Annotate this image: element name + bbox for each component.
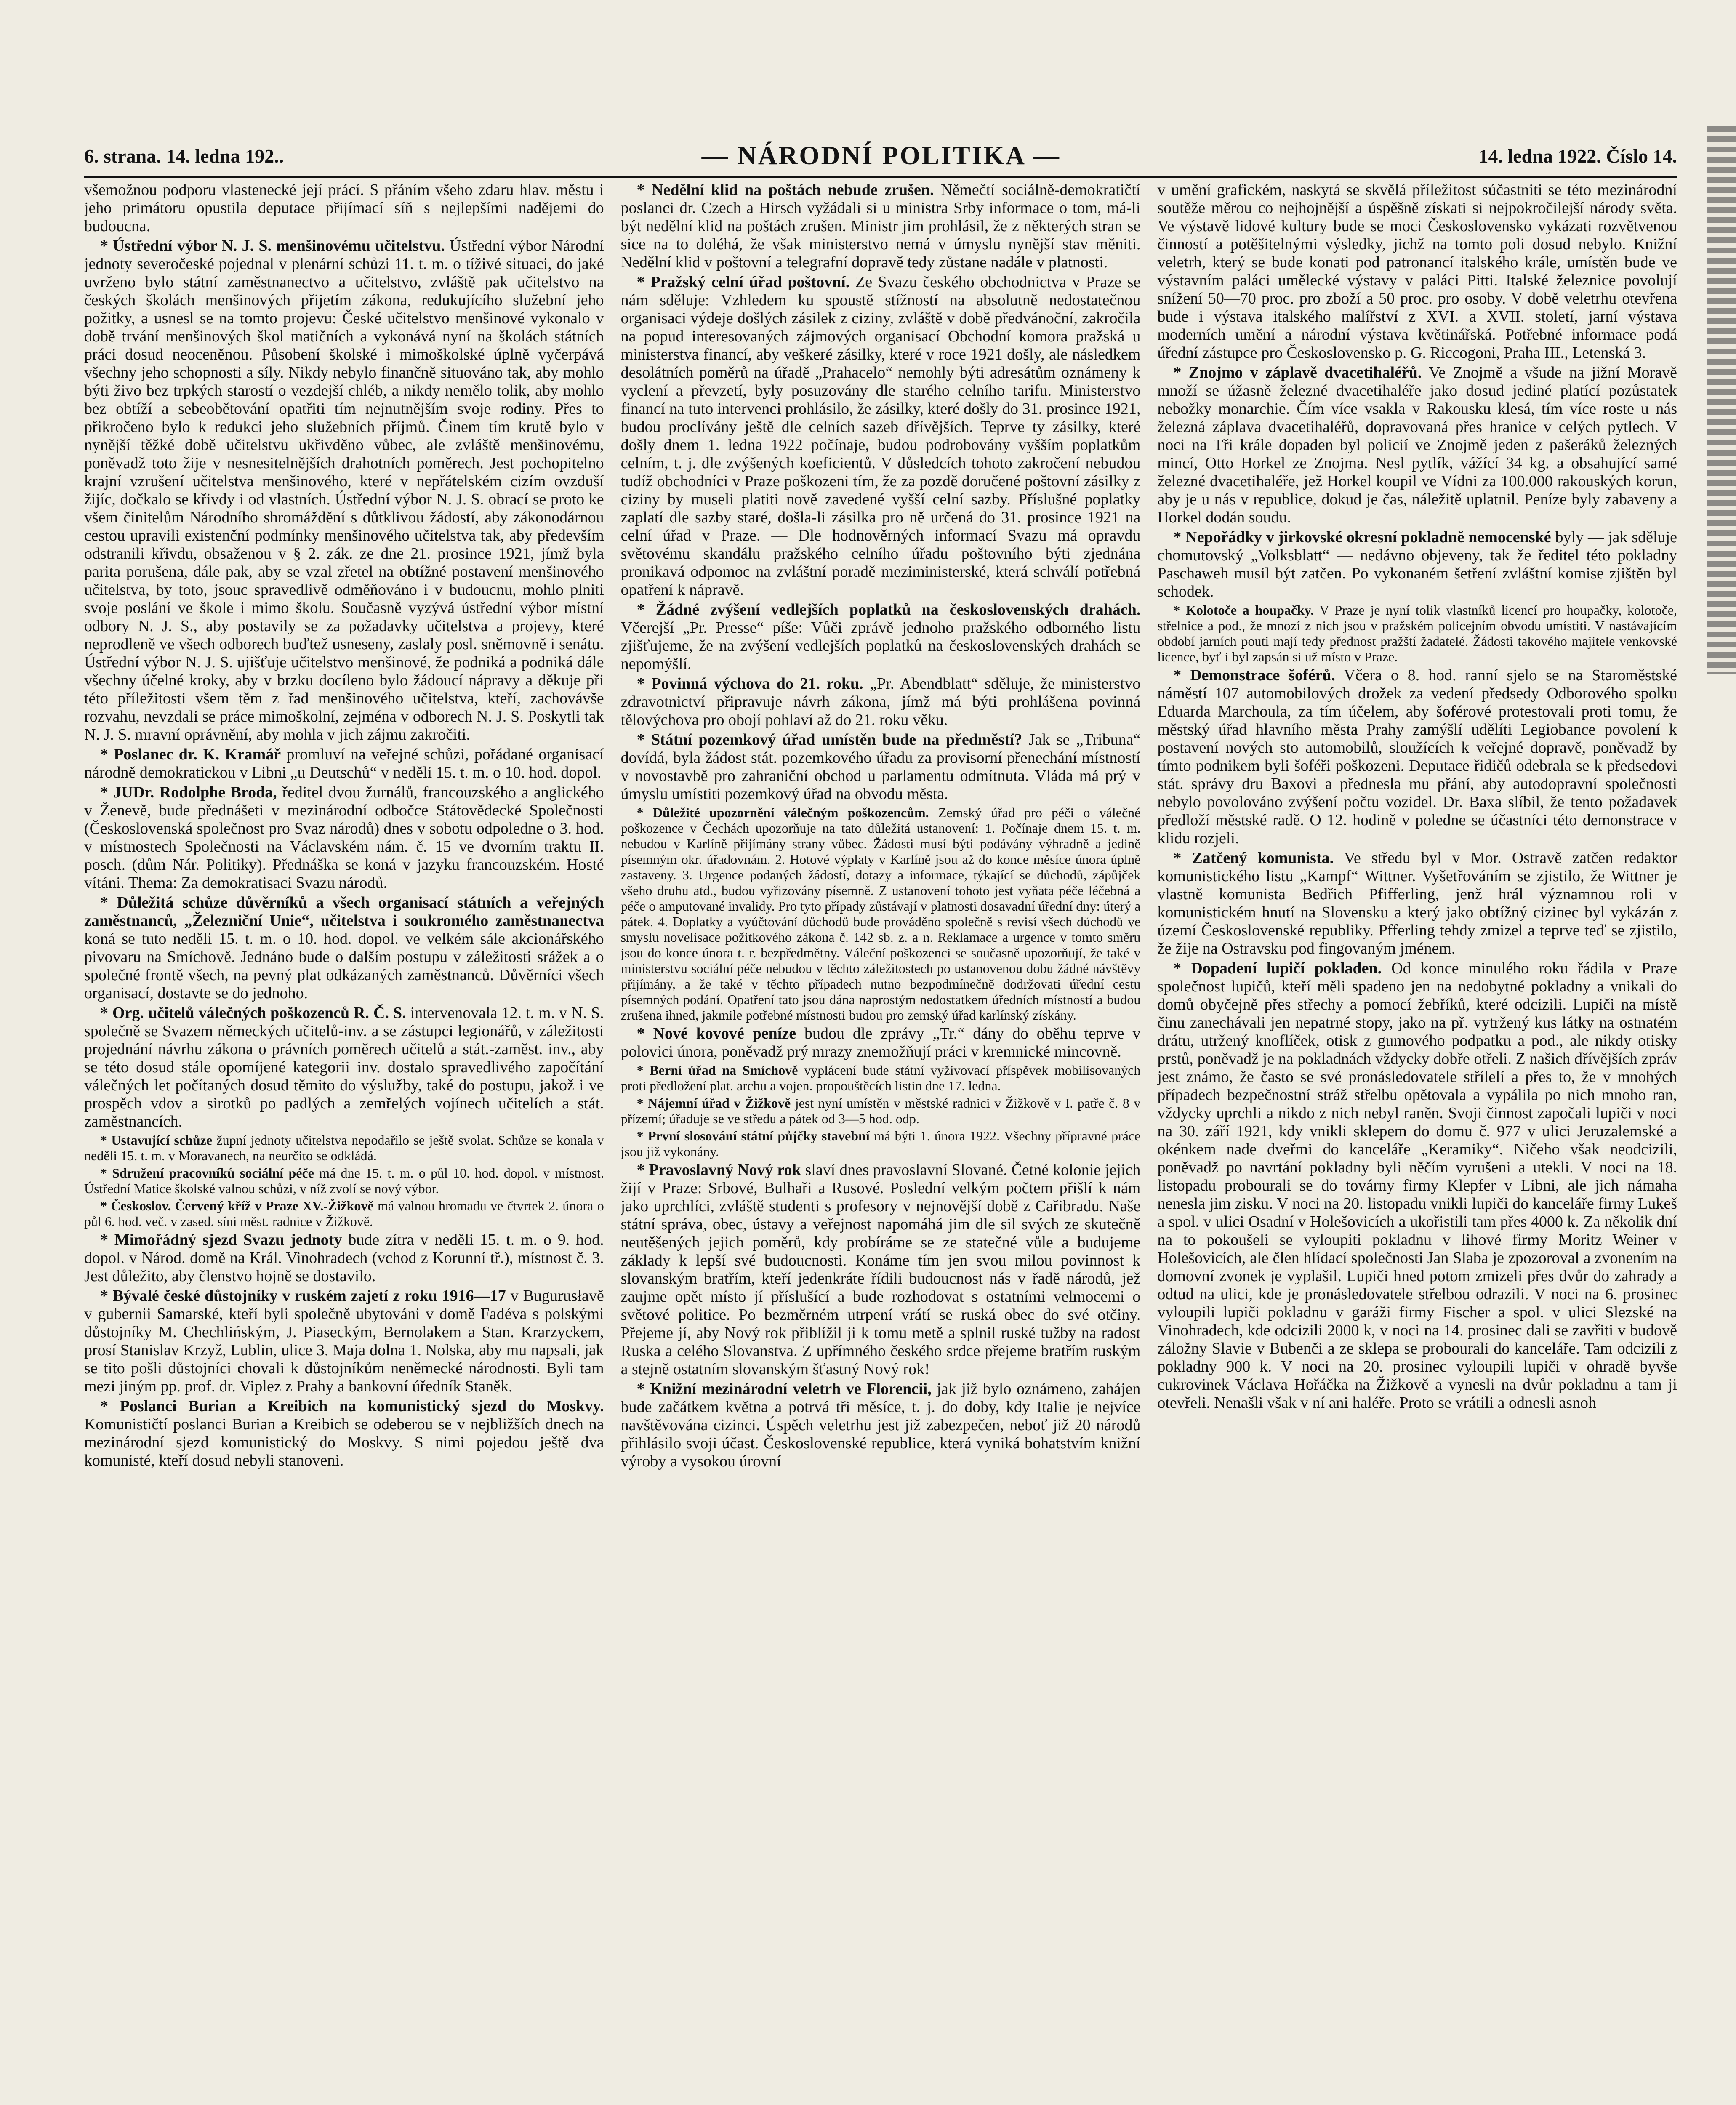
article-headline: * Ústřední výbor N. J. S. menšinovému učitelstvu. [100,237,445,255]
article-body: koná se tuto neděli 15. t. m. o 10. hod. dopol. ve velkém sále akcionářského pivovaru na Smíchově. Jednáno bude o dalším postupu v záležitosti srážek a o společné frontě všech, na pevný plat odkázaných zaměstnanců. Důvěrníci všech organisací, dostavte se do jednoho. [84,930,604,1002]
article-paragraph [84,181,604,235]
article-paragraph [84,1165,604,1196]
article-headline: * Povinná výchova do 21. roku. [636,675,863,693]
article-body: jest nyní umístěn v městské radnici v Žižkově v I. patře č. 8 v přízemí; úřaduje se ve středu a pátek od 3—5 hod. odp. [620,1095,1141,1126]
article-body: V Praze je nyní tolik vlastníků licencí pro houpačky, kolotoče, střelnice a pod., že mnozí z nich jsou v pražském policejním obvodu umístiti. V nastávajícím období jarních pouti mají tedy přednost pražští žadatelé. Žádosti takového majitele venkovské licence, byť i byl zapsán si už místo v Praze. [1157,602,1677,664]
article-paragraph [1157,602,1677,665]
article-body: má býti 1. února 1922. Všechny přípravné práce jsou již vykonány. [620,1128,1141,1159]
article-body: budou dle zprávy „Tr.“ dány do oběhu teprve v polovici února, poněvadž prý mrazy znemožňují práci v kremnické mincovně. [620,1025,1141,1060]
article-paragraph [621,805,1141,1023]
article-body: má valnou hromadu ve čtvrtek 2. února o půl 6. hod. več. v zased. síni měst. radnice v Žižkově. [84,1198,604,1229]
article-headline: * Nedělní klid na poštách nebude zrušen. [636,181,934,199]
article-paragraph [1157,849,1677,958]
article-paragraph [1157,666,1677,847]
article-body: jak již bylo oznámeno, zahájen bude začátkem května a potrvá tři měsíce, t. j. do doby, kdy Italie je nejvíce navštěvována cizinci. Úspěch veletrhu jest již zabezpečen, neboť již 20 národů přihlásilo svoji účast. Československé republice, která vyniká bohatstvím knižní výroby a vysokou úrovní [620,1380,1141,1470]
article-body: „Pr. Abendblatt“ sděluje, že ministerstvo zdravotnictví připravuje návrh zákona, jímž má býti prohlášena povinná tělovýchova pro obojí pohlaví až do 21. roku věku. [620,675,1141,729]
article-body: slaví dnes pravoslavní Slované. Četné kolonie jejich žijí v Praze: Srbové, Bulhaři a Rusové. Poslední velkým počtem přišlí k nám jako uprchlíci, zvláště studenti s profesory v nejnovější době z Cařibradu. Naše státní správa, obec, ústavy a veřejnost napomáhá jim dle sil svých ze skutečně neutěšených jejich poměrů, kdy probíráme se ze statečné vůle a budujeme základy k lepší své budoucnosti. Konáme tím jen svou milou povinnost k slovanským bratřím, kteří jedenkráte řídili budoucnost nás v řadě národů, jež zaujme opět místo jí příslušící a bude rozhodovat s ostatními velmocemi o světové politice. Po bezměrném utrpení vrátí se ruská obec do své otčiny. Přejeme jí, aby Nový rok přiblížil ji k tomu metě a splnil ruské tužby na radost Ruska a celého Slovanstva. Z upřímného českého srdce přejeme bratřím ruským a stejně ostatním slovanským šťastný Nový rok! [620,1161,1141,1378]
article-paragraph [84,1287,604,1396]
article-body: vyplácení bude státní vyživovací příspěvek mobilisovaných proti předložení plat. archu a vojen. propouštěcích listin dne 17. ledna. [620,1063,1141,1093]
article-body: byly — jak sděluje chomutovský „Volksblatt“ — nedávno objeveny, tak že ředitel této pokladny Paschaweh musil být zatčen. Po vykonaném šetření zvláštní komise zjištěn byl schodek. [1157,528,1677,600]
article-paragraph [621,1161,1141,1378]
article-body: intervenovala 12. t. m. v N. S. společně se Svazem německých učitelů-inv. a se zástupci legionářů, v záležitosti projednání návrhu zákona o právních poměrech učitelů a stát.-zaměst. inv., aby se této dosud stále opomíjené kategorii inv. dostalo spravedlivého započítání válečných let počítaných dosud těmito do výslužby, také do postupu, jakož i ve prospěch vdov a sirotků po padlých a zemřelých vojínech učitelích a stát. zaměstnancích. [84,1004,604,1130]
article-paragraph [84,1132,604,1164]
header-date-right: 14. ledna 1922. Číslo 14. [1478,145,1677,167]
article-paragraph [621,1380,1141,1471]
article-body: bude zítra v neděli 15. t. m. o 9. hod. dopol. v Národ. domě na Král. Vinohradech (vchod z Korunní tř.), místnost č. 3. Jest důležito, aby členstvo hojně se dostavilo. [84,1231,604,1285]
article-body: Včerejší „Pr. Presse“ píše: Vůči zprávě jednoho pražského odborného listu zjišťujeme, že na zvýšení vedlejších poplatků na československých drahách se nepomýšlí. [620,619,1141,673]
column-1 [84,181,604,2105]
article-paragraph [84,783,604,892]
article-paragraph [621,1095,1141,1127]
article-paragraph [1157,528,1677,601]
torn-page-edge [1707,126,1736,674]
article-paragraph [621,675,1141,729]
article-headline: * První slosování státní půjčky stavební [636,1128,870,1143]
article-headline: * Pravoslavný Nový rok [636,1161,801,1179]
article-headline: * Kolotoče a houpačky. [1173,602,1314,618]
article-headline: * Důležitá schůze důvěrníků a všech organisací státních a veřejných zaměstnanců, „Železniční Unie“, učitelstva i soukromého zaměstnanectva [84,894,604,930]
article-body: Včera o 8. hod. ranní sjelo se na Staroměstské náměstí 107 automobilových drožek za vedení předsedy Odborového spolku Eduarda Marchoula, za tím účelem, aby šoférové protestovali proti tomu, že městský úřad hlavního města Prahy zamýšlí udělíti Legiobance povolení k postavení nových sto automobilů, sloužících k veřejné dopravě, poněvadž by tímto podnikem byli šoféři poškozeni. Deputace řidičů odebrala se k předsedovi stát. správy dru Baxovi a přednesla mu přání, aby autodopravní společnosti nebylo povolováno zvýšení počtu vozidel. Dr. Baxa slíbil, že tento požadavek předloží městské radě. O 12. hodině v poledne se účastníci této demonstrace v klidu rozjeli. [1157,666,1677,847]
article-paragraph [84,1198,604,1229]
article-headline: * Berní úřad na Smíchově [636,1063,798,1078]
article-headline: * Českoslov. Červený kříž v Praze XV.-Žižkově [100,1198,374,1213]
article-body: Ve středu byl v Mor. Ostravě zatčen redaktor komunistického listu „Kampf“ Wittner. Vyšetřováním se zjistilo, že Wittner je vlastně komunista Bedřich Pfifferling, jenž hrál významnou roli v komunistickém hnutí na Slovensku a který jako obtížný cizinec byl vykázán z území Československé republiky. Pfferling tehdy zmizel a teprve teď se zjistilo, že žije na Ostravsku pod fingovaným jménem. [1157,849,1677,957]
article-paragraph [84,746,604,782]
article-headline: * JUDr. Rodolphe Broda, [100,783,277,801]
article-headline: * Nájemní úřad v Žižkově [636,1095,791,1111]
article-paragraph [84,237,604,744]
article-body: všemožnou podporu vlastenecké její prácí. S přáním všeho zdaru hlav. městu i jeho primátoru opustila deputace přijímací síň s nejlepšími nadějemi do budoucna. [84,181,604,235]
masthead-title: — NÁRODNÍ POLITIKA — [701,141,1061,170]
article-body: župní jednoty učitelstva nepodařilo se ještě svolat. Schůze se konala v neděli 15. t. m. v Moravanech, na neurčito se odkládá. [84,1132,604,1163]
article-headline: * Knižní mezinárodní veletrh ve Florencii, [636,1380,932,1398]
article-paragraph [621,181,1141,272]
article-headline: * Nepořádky v jirkovské okresní pokladně nemocenské [1173,528,1551,546]
article-headline: * Demonstrace šoférů. [1173,666,1336,684]
article-headline: * Státní pozemkový úřad umístěn bude na předměstí? [636,731,1022,749]
article-headline: * Poslanec dr. K. Kramář [100,746,281,763]
article-body: promluví na veřejné schůzi, pořádané organisací národně demokratickou v Libni „u Deutschů“ v neděli 15. t. m. o 10. hod. dopol. [84,746,604,781]
article-headline: * Dopadení lupičí pokladen. [1173,959,1382,977]
article-paragraph [621,1063,1141,1094]
article-body: v umění grafickém, naskytá se skvělá příležitost súčastniti se této mezinárodní soutěže měrou co nejhojnější a úspěšně získati si nejpokročilejší národy světa. Ve výstavě lidové kultury bude se moci Československo vykázati rozvětvenou činností a potěšitelnými výsledky, jichž na tomto poli dosud nebylo. Knižní veletrh, který se bude konati pod patronancí italského krále, umístěn bude ve výstavním paláci umělecké výstavy v paláci Pitti. Italské železnice povolují snížení 50—70 proc. pro zboží a 50 proc. pro osoby. V době veletrhu otevřena bude i výstava italského malířství z XVI. a XVII. století, jarní výstava moderních umění a národní výstava květinářská. Potřebné informace podá úřední zástupce pro Československo p. G. Riccogoni, Praha III., Letenská 3. [1157,181,1677,362]
column-3 [1157,181,1677,2105]
article-paragraph [621,601,1141,673]
article-headline: * Důležité upozornění válečným poškozencům. [636,805,929,820]
header-date-left: 6. strana. 14. ledna 192.. [84,145,284,167]
article-headline: * Poslanci Burian a Kreibich na komunistický sjezd do Moskvy. [100,1397,604,1415]
article-paragraph [84,1397,604,1470]
article-body: Od konce minulého roku řádila v Praze společnost lupičů, kteří měli spadeno jen na nedobytné pokladny a vnikali do domů obyčejně přes střechy a pomocí žebříků, které odcizili. Lupiči na místě činu zanechávali jen nepatrné stopy, jako na př. vytržený kus látky na ostnatém drátu, utržený knoflíček, otisk z gumového podpatku a pod., ale nikdy otisky prstů, poněvadž je na pokladnách vždycky dobře otřeli. Z našich dřívějších zpráv jest známo, že často se své pronásledovatele střílelí a přes to, že v mnohých případech bezpečnostní stráž střelbu opětovala a vypálila po nich mnoho ran, vždycky uprchli a nikdo z nich nebyl raněn. Svoji činnost započali lupiči v noci na 30. září 1921, kdy vnikli sklepem do domu č. 977 v ulici Jeruzalemské a okénkem nade dveřmi do kanceláře „Keramiky“. Ničeho však neodcizili, poněvadž po navrtání pokladny byli něčím vyrušeni a utekli. V noci na 18. listopadu probourali se do továrny firmy Klepfer v Libni, ale jich námaha nenesla jim zisku. V noci na 20. listopadu vnikli lupiči do kanceláře firmy Lukeš a spol. v ulici Osadní v Holešovicích a ukořistili tam přes 4000 k. Za několik dní na to pokoušeli se vyloupiti pokladnu v lihové firmy Moritz Weiner v Holešovicích, ale člen hlídací společnosti Jan Slaba je zpozoroval a zvonením na domovní zvonek je vyplašil. Lupiči hned potom zmizeli přes dvůr do zahrady a odtud na ulici, kde je pronásledovatele střelbou odrazili. V noci na 6. prosinec vyloupili lupiči pokladnu v garáži firmy Fischer a spol. v ulici Slezské na Vinohradech, kde odcizili 2000 k, v noci na 14. prosinec dali se zavřiti v budově záložny Slavie v Bubenči a ze sklepa se probourali do kanceláře. Tam odcizili z pokladny 900 k. V noci na 20. prosinec vyloupili lupiči v ohradě byvše cukrovinek Václava Hořáčka na Žižkově a vynesli na dvůr pokladnu a tam ji otevřeli. Nenašli však v ní ani haléře. Proto se vrátili a odnesli asnoh [1157,959,1677,1412]
article-body: Ze Svazu českého obchodnictva v Praze se nám sděluje: Vzhledem ku spoustě stížností na absolutně nedostatečnou organisaci výdeje došlých zásilek z ciziny, zvláště v době předvánoční, zakročila na popud interesovaných zájmových organisací Obchodní komora pražská u ministerstva financí, aby veškeré zásilky, které v roce 1921 došly, ale následkem desolátních poměrů na úřadě „Prahacelo“ nemohly býti adresátům oznámeny k vyclení a převzetí, byly posuzovány dle starého celního tarifu. Ministerstvo financí na tuto intervenci prohlásilo, že zásilky, které došly do 31. prosince 1921, budou proclívány ještě dle celních sazeb dřívějších. Teprve ty zásilky, které došly dnem 1. ledna 1922 počínaje, budou podrobovány vyšším poplatkům celním, t. j. dle zvýšených koeficientů. V důsledcích tohoto zakročení nebudou tudíž obchodníci v Praze poškozeni tím, že za pozdě doručené poštovní zásilky z ciziny by museli platiti nově zavedené vyšší celní sazby. Příslušné poplatky zaplatí dle sazby staré, došla-li zásilka pro ně určená do 31. prosince 1921 na celní úřad v Praze. — Dle hodnověrných informací Svazu má opravdu světovému skandálu pražského celního úřadu poštovního býti zjednána pronikavá odpomoc na zvláštní poradě meziministerské, která schválí potřebná opatření k nápravě. [620,273,1141,599]
text-columns [84,181,1677,2105]
article-headline: * Pražský celní úřad poštovní. [636,273,850,291]
article-paragraph [84,1231,604,1285]
page-header [84,139,1677,173]
article-headline: * Mimořádný sjezd Svazu jednoty [100,1231,342,1249]
article-headline: * Zatčený komunista. [1173,849,1334,867]
header-rule [84,176,1677,178]
article-paragraph [1157,364,1677,527]
article-paragraph [621,1025,1141,1061]
article-body: Zemský úřad pro péči o válečné poškozence v Čechách upozorňuje na tato důležitá ustanovení: 1. Počínaje dnem 15. t. m. nebudou v Karlíně přijímány strany vůbec. Žádosti musí býti podávány výhradně a jedině písemným okr. úřadovnám. 2. Hotové výplaty v Karlíně jsou až do konce měsíce února úplně zastaveny. 3. Urgence podaných žádostí, dotazy a informace, týkající se důchodů, zápůjček všeho druhu atd., budou vyřizovány písemně. Z ustanovení tohoto jest vyňata péče léčebná a péče o amputované invalidy. Pro tyto případy zůstávají v platnosti dosavadní úřední dny: úterý a pátek. 4. Doplatky a vyúčtování důchodů bude prováděno společně s revisí všech důchodů ve smyslu novelisace požitkového zákona č. 142 sb. z. a n. Reklamace a urgence v tomto směru jsou do konce února t. r. bezpředmětny. Váleční poškozenci se současně upozorňují, že také v ministerstvu sociální péče nebudou v těchto záležitostech po ustanovenou dobu žádné návštěvy přijímány, a že také v těchto případech nutno bezpodmínečně dodržovati úřední cestu písemných podání. Opatření tato jsou dána naprostým nedostatkem úředních místností a budou zrušena ihned, jakmile potřebné místnosti budou pro zemský úřad karlínský získány. [620,805,1141,1023]
article-paragraph [84,894,604,1002]
article-headline: * Org. učitelů válečných poškozenců R. Č. S. [100,1004,406,1022]
article-body: Ve Znojmě a všude na jižní Moravě množí se úžasně železné dvacetihaléře jako dosud jediné platící pozůstatek nebožky monarchie. Čím více vsakla v Rakousku klesá, tím více roste u nás železná záplava dvacetihaléřů, dopravovaná přes hranice v celých pytlech. V noci na Tři krále dopaden byl policií ve Znojmě jeden z pašeráků železných mincí, Otto Horkel ze Znojma. Nesl pytlík, vážící 34 kg. a obsahující samé železné dvacetihaléře, jež Horkel koupil ve Vídni za 100.000 rakouských korun, aby je u nás v republice, dokud je čas, náležitě uplatnil. Peníze byly zabaveny a Horkel dodán soudu. [1157,364,1677,526]
article-body: má dne 15. t. m. o půl 10. hod. dopol. v místnost. Ústřední Matice školské valnou schůzi, v níž zvolí se nový výbor. [84,1165,604,1196]
article-headline: * Žádné zvýšení vedlejších poplatků na československých drahách. [636,601,1141,618]
article-body: ředitel dvou žurnálů, francouzského a anglického v Ženevě, bude přednášeti v mezinárodní odbočce Státovědecké Společnosti (Československá společnost pro Svaz národů) dnes v sobotu odpoledne o 3. hod. v místnostech Společnosti na Václavském nám. č. 15 ve dvorním traktu II. posch. (dům Nár. Politiky). Přednáška se koná v jazyku francouzském. Hosté vítáni. Thema: Za demokratisaci Svazu národů. [84,783,604,892]
article-body: Němečtí sociálně-demokratičtí poslanci dr. Czech a Hirsch vyžádali si u ministra Srby informace o tom, má-li být nedělní klid na poštách zrušen. Ministr jim prohlásil, že z některých stran se sice na to doléhá, že však ministerstvo nemá v úmyslu nynější stav měniti. Nedělní klid v poštovní a telegrafní dopravě tedy zůstane nadále v platnosti. [620,181,1141,271]
article-paragraph [621,273,1141,599]
article-paragraph [621,731,1141,803]
article-headline: * Ustavující schůze [100,1132,213,1148]
article-headline: * Bývalé české důstojníky v ruském zajetí z roku 1916—17 [100,1287,506,1305]
article-body: Ústřední výbor Národní jednoty severočeské pojednal v plenární schůzi 11. t. m. o tíživé situaci, do jaké uvrženo bylo státní zaměstnanectvo a učitelstvo, zvláště pak učitelstvo na českých školách menšinových přijetím zákona, redukujícího služební jeho požitky, a usnesl se na tomto projevu: České učitelstvo menšinové vykonalo v době trvání menšinových škol matičních a vykonává nyní na školách státních práci dosud neoceněnou. Působení školské i mimoškolské úplně vyčerpává všechny jeho schopnosti a síly. Nikdy nebylo finančně situováno tak, aby mohlo býti živo bez trpkých starostí o vezdejší chléb, a nikdy nemělo tolik, aby mohlo bez obtíží a sebeobětování opatřiti tím nejnutnějším svoje rodiny. Přes to přikročeno bylo k redukci jeho služebních příjmů. Činem tím krutě bylo v nynější těžké době učitelstvu ukřivděno vůbec, ale zvláště menšinovému, poněvadž toto žije v nesnesitelnějších drahotních poměrech. Jest pochopitelno krajní vzrušení učitelstva menšinového, které v nepřátelském cizím ovzduší žijíc, dočkalo se křivdy i od vlastních. Ústřední výbor N. J. S. obrací se proto ke všem činitelům Národního shromáždění s důtklivou žádostí, aby zákonodárnou cestou upravili existenční podmínky menšinového učitelstva tak, aby především odstranili křivdu, obsaženou v § 2. zák. ze dne 21. prosince 1921, jímž byla parita porušena, dále pak, aby se vzal zřetel na obtížné postavení menšinového učitelstva, by toto, jsouc spravedlivě odměňováno i v budoucnu, mohlo plniti svoje poslání ve škole i mimo školu. Současně vyzývá ústřední výbor místní odbory N. J. S., aby postavily se za požadavky učitelstva a projevy, které neprodleně ve všech odborech buďtež usneseny, zaslaly posl. sněmovně i senátu. Ústřední výbor N. J. S. ujišťuje učitelstvo menšinové, že podniká a podniká dále všechny účelné kroky, aby v brzku docíleno bylo žádoucí nápravy a děkuje při této příležitosti všem těm z řad menšinového učitelstva, kteří, zachovávše rozvahu, nevzdali se práce mimoškolní, zejména v odborech N. J. S. Poskytli tak N. J. S. mravní oprávnění, aby mohla v jich zájmu zakročiti. [84,237,604,743]
article-headline: * Nové kovové peníze [636,1025,796,1042]
article-paragraph [621,1128,1141,1159]
article-headline: * Sdružení pracovníků sociální péče [100,1165,314,1180]
article-headline: * Znojmo v záplavě dvacetihaléřů. [1173,364,1422,381]
article-body: v Bugurusłavě v gubernii Samarské, kteří byli společně ubytováni v domě Fadéva s polskými důstojníky M. Chechlińským, J. Piaseckým, Bernolakem a Stan. Krarzyckem, prosí Stanislav Krzyž, Lublin, ulice 3. Maja dolna 1. Nolska, aby mu napsali, jak se tito pošli důstojníci chovali k důstojníkům neněmecké národnosti. Byli tam mezi jiným pp. prof. dr. Viplez z Prahy a bankovní úředník Staněk. [84,1287,604,1395]
column-2 [621,181,1141,2105]
article-paragraph [1157,181,1677,362]
article-paragraph [84,1004,604,1131]
article-paragraph [1157,959,1677,1412]
article-body: Komunističtí poslanci Burian a Kreibich se odeberou se v nejbližších dnech na mezinárodní sjezd komunistický do Moskvy. S nimi pojedou ještě dva komunisté, kteří dosud nebyli stanoveni. [84,1415,604,1469]
article-body: Jak se „Tribuna“ dovídá, byla žádost stát. pozemkového úřadu za provisorní přenechání místností v novostavbě pro zahraniční obchod u parlamentu odmítnuta. Vláda má prý v úmyslu umístiti pozemkový úřad na obvodu města. [620,731,1141,803]
